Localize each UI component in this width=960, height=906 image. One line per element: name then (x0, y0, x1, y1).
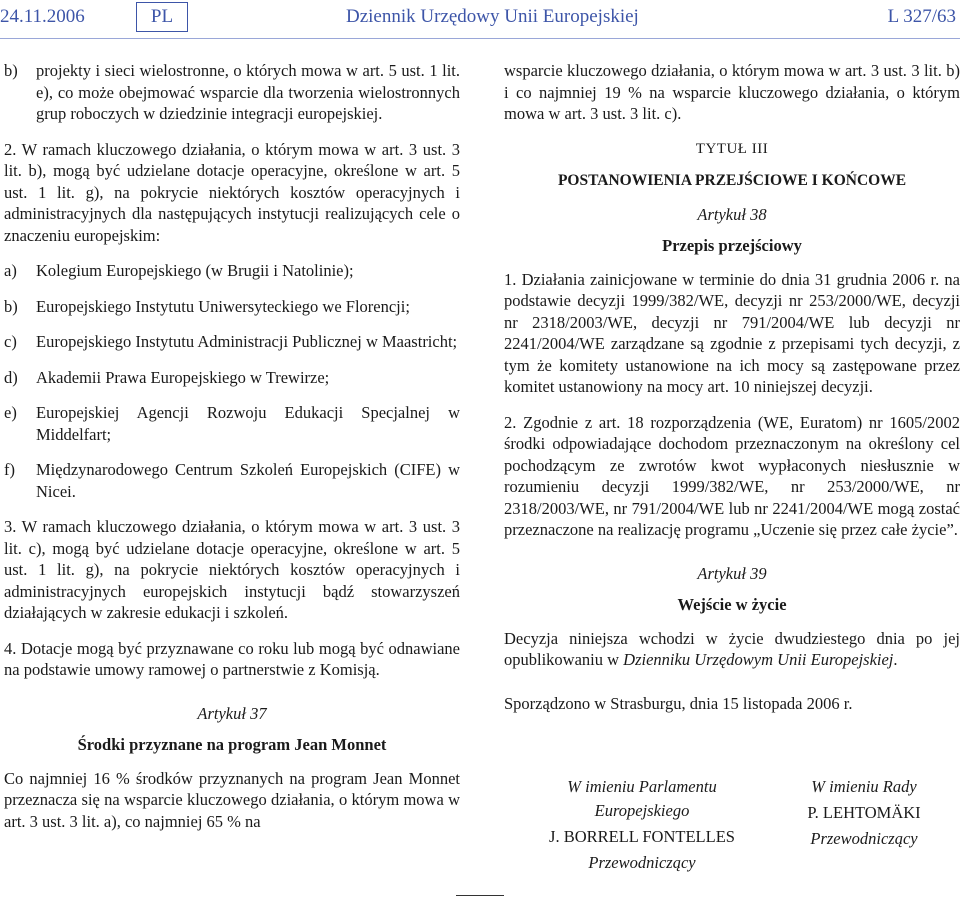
left-column (4, 60, 460, 846)
header-rule (0, 38, 960, 39)
signature-parliament (522, 775, 762, 875)
list-text: Europejskiego Instytutu Administracji Publicznej w Maastricht; (36, 332, 458, 351)
article-39-text (504, 628, 960, 671)
title-number: TYTUŁ III (695, 140, 769, 157)
list-marker: b) (4, 61, 18, 80)
paragraph-4: 4. Dotacje mogą być przyznawane co roku lub mogą być odnawiane na podstawie umowy ramowej o partnerstwie z Komisją. (4, 638, 460, 679)
done-at: Sporządzono w Strasburgu, dnia 15 listopada 2006 r. (504, 693, 853, 713)
list-text: Międzynarodowego Centrum Szkoleń Europejskich (CIFE) w Nicei. (36, 460, 460, 501)
page-header (0, 0, 960, 36)
article-37-continuation: wsparcie kluczowego działania, o którym mowa w art. 3 ust. 3 lit. b) i co najmniej 19 % na wsparcie kluczowego działania, o którym mowa w art. 3 ust. 3 lit. c). (504, 61, 960, 123)
list-text: projekty i sieci wielostronne, o których mowa w art. 5 ust. 1 lit. e), co może obejmować wsparcie dla tworzenia wielostronnych grup roboczych w dziedzinie integracji europejskiej. (36, 61, 460, 123)
footnote-rule (456, 895, 504, 896)
article-38-paragraph-1: 1. Działania zainicjowane w terminie do dnia 31 grudnia 2006 r. na podstawie decyzji 1999/382/WE, decyzji nr 253/2000/WE, decyzji nr 2318/2003/WE, decyzji nr 791/2004/WE lub decyzji nr 2241/2004/WE zarządzane są zgodnie z przepisami tych decyzji, z tym że komitety ustanowione na ich mocy są zastępowane przez komitet ustanowiony na mocy art. 10 niniejszej decyzji. (504, 269, 960, 396)
list-item (4, 402, 460, 445)
list-marker: b) (4, 296, 18, 316)
header-journal-title: Dziennik Urzędowy Unii Europejskiej (346, 6, 639, 27)
list-item (4, 260, 460, 282)
article-38-paragraph-2: 2. Zgodnie z art. 18 rozporządzenia (WE, Euratom) nr 1605/2002 środki odpowiadające dochodom przeznaczonym na określony cel pochodzącym ze zwrotów kwot wypłaconych niesłusznie w rozumieniu decyzji 1999/382/WE, nr 253/2000/WE, nr 2318/2003/WE, nr 791/2004/WE lub nr 2241/2004/WE mogą zostać przeznaczone na realizację programu „Uczenie się przez całe życie”. (504, 412, 960, 539)
paragraph-2: 2. W ramach kluczowego działania, o którym mowa w art. 3 ust. 3 lit. b), mogą być udzielane dotacje operacyjne, określone w art. 5 ust. 1 lit. g), na pokrycie niektórych kosztów operacyjnych i administracyjnych dla następujących instytucji realizujących cele o znaczeniu europejskim: (4, 139, 460, 245)
header-language-box: PL (136, 2, 188, 32)
signature-name: J. BORRELL FONTELLES (549, 827, 735, 846)
signature-council (774, 775, 954, 851)
article-39-heading: Wejście w życie (677, 595, 787, 614)
paragraph-3: 3. W ramach kluczowego działania, o którym mowa w art. 3 ust. 3 lit. c), mogą być udzielane dotacje operacyjne, określone w art. 5 ust. 1 lit. g), na pokrycie niektórych kosztów operacyjnych i administracyjnych europejskich instytucji bądź stowarzyszeń działających w zakresie edukacji i szkoleń. (4, 517, 460, 622)
article-37-number: Artykuł 37 (197, 703, 267, 723)
list-marker: e) (4, 403, 17, 422)
list-text: Kolegium Europejskiego (w Brugii i Natolinie); (36, 261, 354, 280)
institutions-list (4, 260, 460, 502)
list-marker: c) (4, 332, 17, 351)
article-39-number: Artykuł 39 (697, 563, 767, 583)
header-page-reference: L 327/63 (887, 6, 956, 27)
list-marker: a) (4, 261, 17, 280)
signature-on-behalf: W imieniu Rady (811, 777, 917, 796)
list-item (4, 296, 460, 318)
article-39-text-start: Decyzja niniejsza wchodzi w życie dwudziestego dnia po jej opublikowaniu w (504, 628, 960, 669)
list-marker: d) (4, 367, 18, 387)
article-39-text-end: . (893, 650, 898, 669)
article-37-text: Co najmniej 16 % środków przyznanych na program Jean Monnet przeznacza się na wsparcie kluczowego działania, o którym mowa w art. 3 ust. 3 lit. a), co najmniej 65 % na (4, 768, 460, 831)
list-text: Europejskiej Agencji Rozwoju Edukacji Specjalnej w Middelfart; (36, 403, 460, 444)
list-marker: f) (4, 460, 15, 479)
header-date: 24.11.2006 (0, 6, 85, 27)
title-name: POSTANOWIENIA PRZEJŚCIOWE I KOŃCOWE (557, 172, 907, 189)
article-37-heading: Środki przyznane na program Jean Monnet (77, 735, 387, 754)
article-38-number: Artykuł 38 (697, 204, 767, 224)
journal-name-italic: Dzienniku Urzędowym Unii Europejskiej (623, 650, 894, 669)
list-item (4, 331, 460, 353)
list-text: Akademii Prawa Europejskiego w Trewirze; (36, 367, 330, 387)
list-item-b-projects (4, 60, 460, 125)
list-text: Europejskiego Instytutu Uniwersyteckiego we Florencji; (36, 296, 410, 316)
list-item (4, 367, 460, 389)
signature-role: Przewodniczący (588, 853, 696, 872)
signature-name: P. LEHTOMÄKI (807, 803, 921, 822)
list-item (4, 459, 460, 502)
signature-on-behalf: W imieniu Parlamentu Europejskiego (567, 777, 717, 820)
right-column (504, 60, 960, 728)
article-38-heading: Przepis przejściowy (662, 236, 802, 255)
signature-role: Przewodniczący (810, 829, 918, 848)
